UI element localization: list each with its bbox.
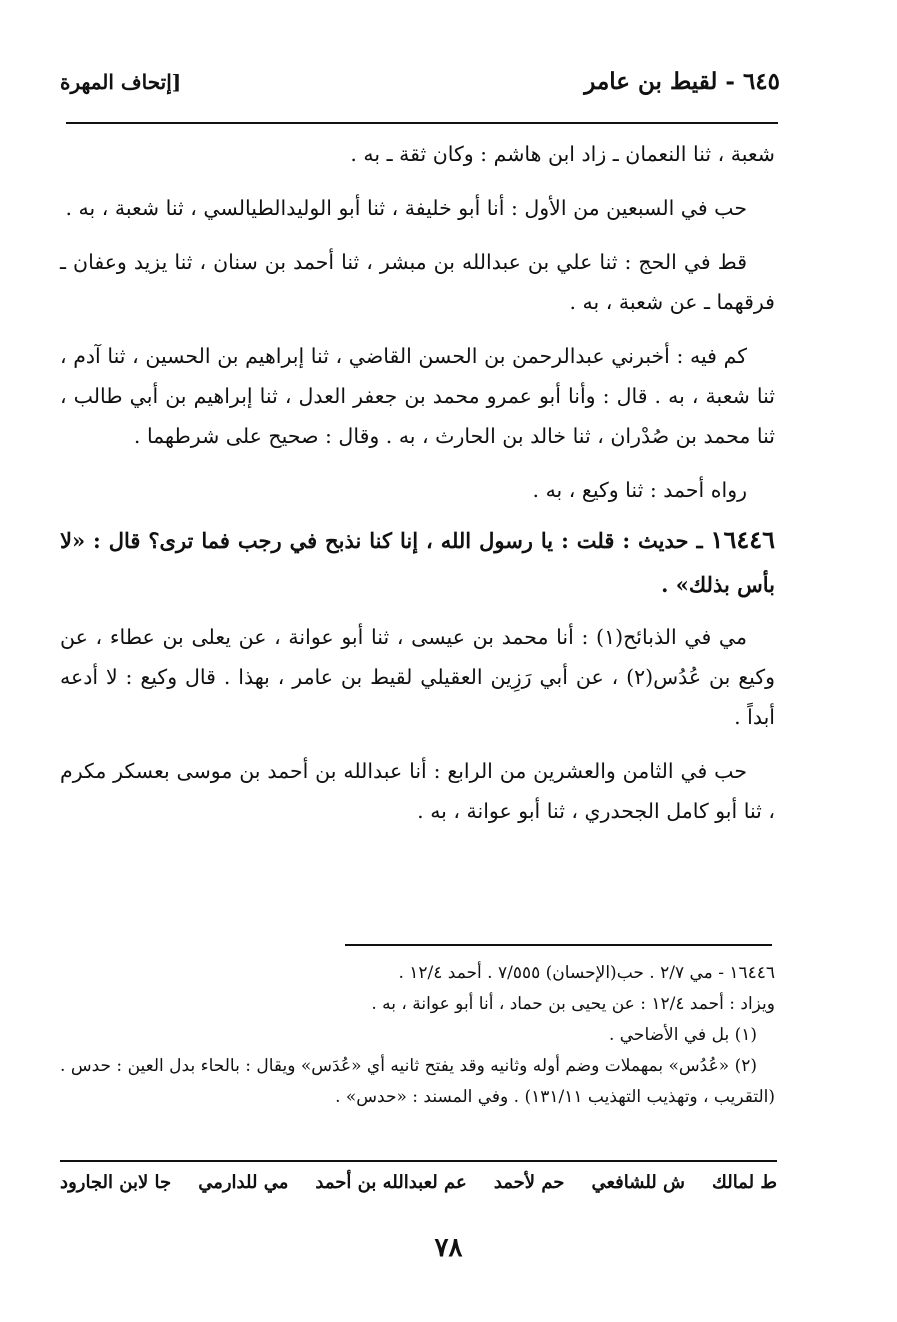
paragraph: رواه أحمد : ثنا وكيع ، به . [532,478,747,502]
legend-item: مي للدارمي [198,1172,289,1193]
footnote-line: (٢) «عُدُس» بمهملات وضم أوله وثانيه وقد يفتح ثانيه أي «عُدَس» ويقال : بالحاء بدل العين : حدس . (التقريب ، وتهذيب التهذيب ١٣١/١١) . وفي المسند : «حدس» . [60,1056,775,1107]
header-rule [66,122,778,124]
footnotes [60,958,775,1113]
chapter-heading: ٦٤٥ - لقيط بن عامر [584,68,780,95]
book-title: [إتحاف المهرة [60,70,182,94]
paragraph: حب في الثامن والعشرين من الرابع : أنا عبدالله بن أحمد بن موسى بعسكر مكرم ، ثنا أبو كامل الجحدري ، ثنا أبو عوانة ، به . [60,759,775,823]
hadith-number: ١٦٤٤٦ [710,525,775,554]
legend-item: جا لابن الجارود [60,1172,172,1193]
hadith-entry [60,518,775,607]
paragraph: كم فيه : أخبرني عبدالرحمن بن الحسن القاضي ، ثنا إبراهيم بن الحسين ، ثنا آدم ، ثنا شعبة ، به . قال : وأنا أبو عمرو محمد بن جعفر العدل ، ثنا إبراهيم بن أبي طالب ، ثنا محمد بن صُدْران ، ثنا خالد بن الحارث ، به . وقال : صحيح على شرطهما . [60,344,775,448]
legend-item: ش للشافعي [591,1172,685,1193]
page-number: ٧٨ [434,1233,463,1263]
paragraph: مي في الذبائح(١) : أنا محمد بن عيسى ، ثنا أبو عوانة ، عن يعلى بن عطاء ، عن وكيع بن عُدُس(٢) ، عن أبي رَزِين العقيلي لقيط بن عامر ، بهذا . قال وكيع : لا أدعه أبداً . [60,625,776,729]
legend-item: حم لأحمد [493,1172,565,1193]
hadith-text: ـ حديث : قلت : يا رسول الله ، إنا كنا نذبح في رجب فما ترى؟ قال : «لا بأس بذلك» . [60,528,775,597]
paragraph: قط في الحج : ثنا علي بن عبدالله بن مبشر ، ثنا أحمد بن سنان ، ثنا يزيد وعفان ـ فرقهما ـ عن شعبة ، به . [60,250,775,314]
running-header [60,68,780,108]
footnote-line: ١٦٤٤٦ - مي ٢/٧ . حب(الإحسان) ٧/٥٥٥ . أحمد ١٢/٤ . [398,963,775,983]
footnote-line: (١) بل في الأضاحي . [608,1025,757,1045]
paragraph: حب في السبعين من الأول : أنا أبو خليفة ، ثنا أبو الوليدالطيالسي ، ثنا شعبة ، به . [65,196,747,220]
footnote-rule [345,944,772,946]
legend-rule [60,1160,777,1162]
main-text [60,134,775,845]
legend-item: عم لعبدالله بن أحمد [315,1172,467,1193]
footnote-line: ويزاد : أحمد ١٢/٤ : عن يحيى بن حماد ، أنا أبو عوانة ، به . [371,994,775,1014]
paragraph: شعبة ، ثنا النعمان ـ زاد ابن هاشم : وكان ثقة ـ به . [350,142,775,166]
legend-item: ط لمالك [712,1172,777,1193]
abbreviation-legend [60,1172,777,1193]
